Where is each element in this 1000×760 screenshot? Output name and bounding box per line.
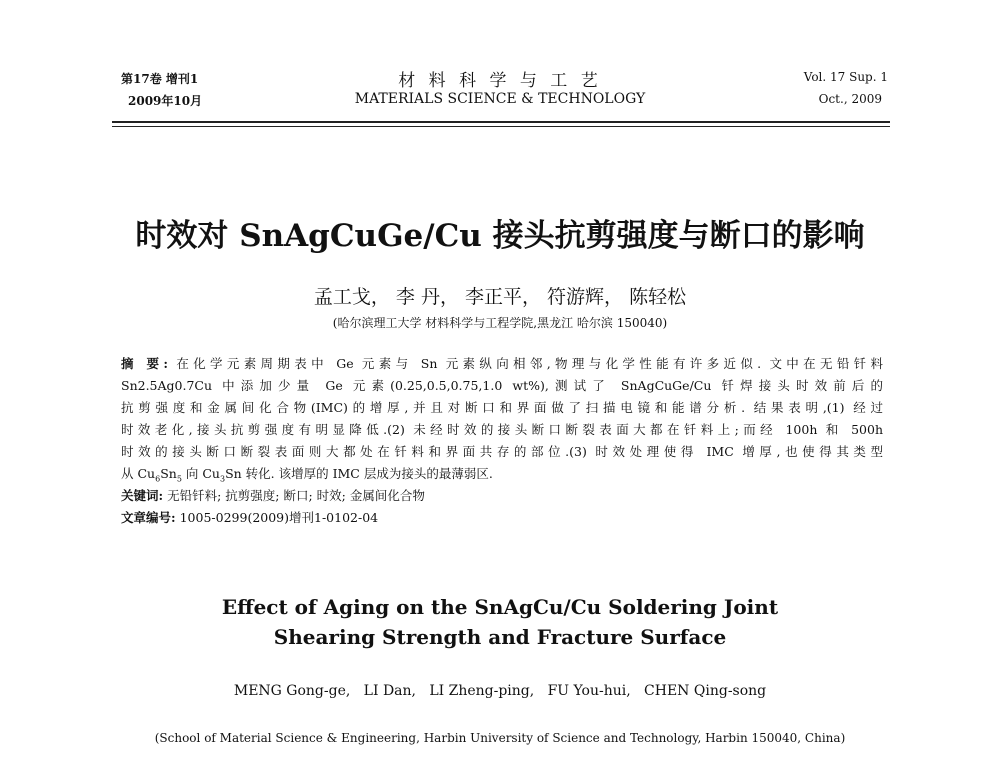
issue-date: 2009年10月 <box>128 94 203 108</box>
title-en-line-2: Shearing Strength and Fracture Surface <box>273 625 727 649</box>
authors-en: MENG Gong-ge, LI Dan, LI Zheng-ping, FU You-hui, CHEN Qing-song <box>233 683 767 699</box>
authors-cn: 孟工戈， 李 丹， 李正平， 符游辉， 陈轻松 <box>313 286 687 308</box>
text: Sn 转化. 该增厚的 IMC 层成为接头的最薄弱区. <box>225 466 493 481</box>
text: 从 Cu <box>121 466 156 481</box>
abstract-line: 时效的接头断口断裂表面则大都处在钎料和界面共存的部位.(3) 时效处理使得 IMC 增厚,也使得其类型 <box>121 444 883 459</box>
abstract-line: Sn2.5Ag0.7Cu 中添加少量 Ge 元素(0.25,0.5,0.75,1.0 wt%),测试了 SnAgCuGe/Cu 钎焊接头时效前后的 <box>121 378 883 393</box>
text: 向 Cu <box>181 466 220 481</box>
keywords-label: 关键词: <box>121 488 164 503</box>
abstract-line <box>121 464 883 484</box>
header-rule-bottom <box>112 126 890 127</box>
keywords-value: 无铅钎料; 抗剪强度; 断口; 时效; 金属间化合物 <box>163 488 425 503</box>
subscript: 3 <box>219 474 226 484</box>
title-cn: 时效对 SnAgCuGe/Cu 接头抗剪强度与断口的影响 <box>135 218 865 254</box>
journal-name-en: MATERIALS SCIENCE & TECHNOLOGY <box>354 91 646 107</box>
keywords <box>121 486 883 504</box>
title-en-line-1: Effect of Aging on the SnAgCu/Cu Soldering Joint <box>221 595 779 619</box>
volume-en: Vol. 17 Sup. 1 <box>803 70 888 84</box>
abstract-line: 时效老化,接头抗剪强度有明显降低.(2) 未经时效的接头断口断裂表面大都在钎料上;而经 100h 和 500h <box>121 422 883 437</box>
date-en: Oct., 2009 <box>818 92 882 106</box>
affiliation-cn: (哈尔滨理工大学 材料科学与工程学院,黑龙江 哈尔滨 150040) <box>332 316 668 330</box>
volume-issue: 第17卷 增刊1 <box>121 72 199 86</box>
article-number-label: 文章编号: <box>121 510 176 525</box>
header-rule-top <box>112 121 890 123</box>
abstract-line <box>121 354 883 372</box>
text: Sn <box>160 466 177 481</box>
abstract-text: 在化学元素周期表中 Ge 元素与 Sn 元素纵向相邻,物理与化学性能有许多近似. 文中在无铅钎料 <box>176 356 884 371</box>
article-number <box>121 508 883 526</box>
subscript: 5 <box>176 474 182 484</box>
abstract-label: 摘 要: <box>121 356 168 371</box>
subscript: 6 <box>155 474 161 484</box>
journal-name-cn: 材 料 科 学 与 工 艺 <box>398 71 602 91</box>
affiliation-en: (School of Material Science & Engineering, Harbin University of Science and Technology, Harbin 150040, China) <box>154 731 846 745</box>
abstract-line: 抗剪强度和金属间化合物(IMC)的增厚,并且对断口和界面做了扫描电镜和能谱分析. 结果表明,(1) 经过 <box>121 400 883 415</box>
article-number-value: 1005-0299(2009)增刊1-0102-04 <box>175 510 379 525</box>
